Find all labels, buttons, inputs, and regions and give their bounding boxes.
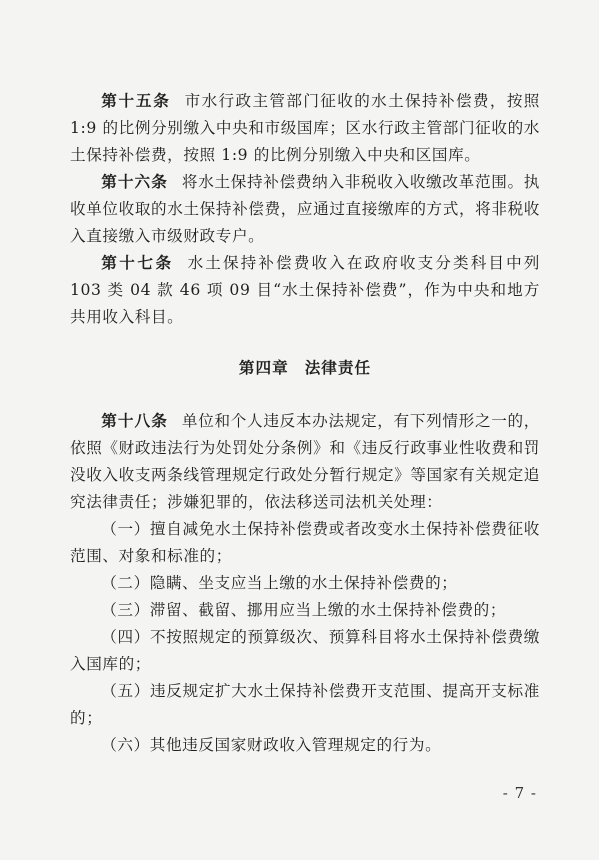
page-number: - 7 -: [502, 784, 537, 802]
article-15-text: 市水行政主管部门征收的水土保持补偿费，按照 1:9 的比例分别缴入中央和市级国库；区水行政主管部门征收的水土保持补偿费，按照 1:9 的比例分别缴入中央和区国库。: [70, 92, 540, 164]
list-item: （五）违反规定扩大水土保持补偿费开支范围、提高开支标准的；: [70, 682, 540, 727]
article-16-text: 将水土保持补偿费纳入非税收入收缴改革范围。执收单位收取的水土保持补偿费，应通过直接缴库的方式，将非税收入直接缴入市级财政专户。: [70, 173, 540, 245]
chapter-number: 第四章: [238, 359, 289, 377]
article-16: [70, 169, 540, 250]
article-18: [70, 408, 540, 516]
list-item: （四）不按照规定的预算级次、预算科目将水土保持补偿费缴入国库的；: [70, 628, 540, 673]
list-item: （二）隐瞒、坐支应当上缴的水土保持补偿费的；: [101, 574, 458, 592]
chapter-heading: [70, 355, 540, 382]
list-item: （一）擅自减免水土保持补偿费或者改变水土保持补偿费征收范围、对象和标准的；: [70, 520, 540, 565]
article-15: [70, 88, 540, 169]
document-body: [70, 88, 540, 759]
article-15-label: 第十五条: [101, 92, 171, 110]
article-18-label: 第十八条: [101, 412, 168, 430]
article-17: [70, 250, 540, 331]
article-17-text: 水土保持补偿费收入在政府收支分类科目中列 103 类 04 款 46 项 09 目“水土保持补偿费”，作为中央和地方共用收入科目。: [70, 254, 540, 326]
list-item: （六）其他违反国家财政收入管理规定的行为。: [101, 736, 442, 754]
article-17-label: 第十七条: [101, 254, 174, 272]
chapter-title: 法律责任: [304, 359, 372, 377]
list-item: （三）滞留、截留、挪用应当上缴的水土保持补偿费的；: [101, 601, 507, 619]
article-18-text: 单位和个人违反本办法规定，有下列情形之一的，依照《财政违法行为处罚处分条例》和《违反行政事业性收费和罚没收入收支两条线管理规定行政处分暂行规定》等国家有关规定追究法律责任；涉嫌犯罪的，依法移送司法机关处理：: [70, 412, 540, 511]
article-16-label: 第十六条: [101, 173, 168, 191]
